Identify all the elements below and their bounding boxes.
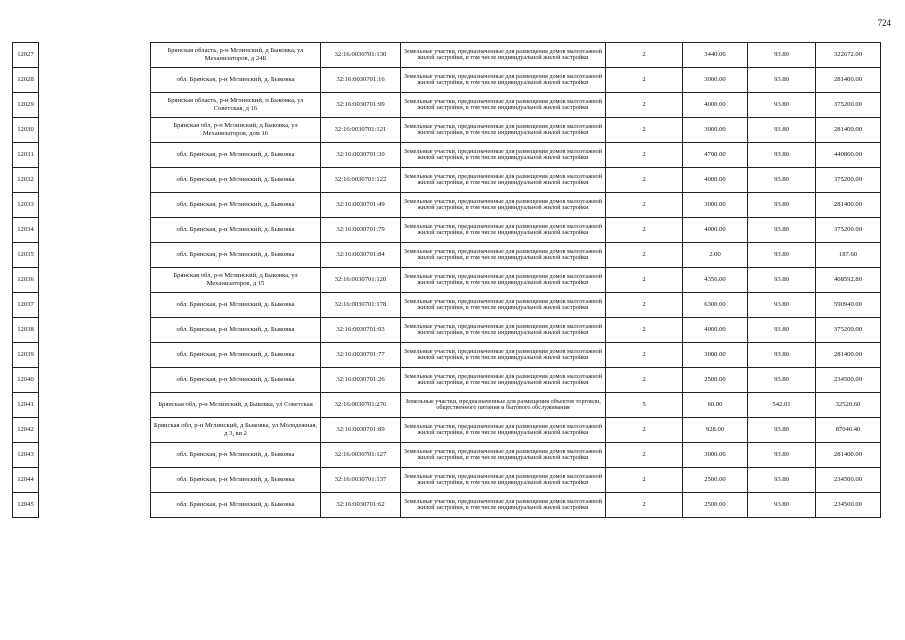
cell-address: обл. Брянская, р-н Мглинский, д. Быковка — [151, 443, 321, 468]
cell-blank — [39, 218, 151, 243]
cell-cadastral-number: 32:16:0030701:276 — [321, 393, 401, 418]
table-row — [13, 318, 881, 343]
cell-land-use-description: Земельные участки, предназначенные для размещения домов малоэтажной жилой застройки, в том числе индивидуальной жилой застройки — [401, 168, 606, 193]
cell-rate: 93.80 — [748, 168, 816, 193]
cell-rate: 93.80 — [748, 218, 816, 243]
cell-land-use-description: Земельные участки, предназначенные для размещения домов малоэтажной жилой застройки, в том числе индивидуальной жилой застройки — [401, 443, 606, 468]
cell-area: 3000.00 — [683, 443, 748, 468]
cell-cadastral-value: 590940.00 — [816, 293, 881, 318]
cell-blank — [39, 443, 151, 468]
cell-cadastral-value: 322672.00 — [816, 43, 881, 68]
cell-category: 2 — [606, 243, 683, 268]
cell-cadastral-number: 32:16:0030701:130 — [321, 43, 401, 68]
cell-category: 2 — [606, 218, 683, 243]
cell-id: 12030 — [13, 118, 39, 143]
cell-land-use-description: Земельные участки, предназначенные для размещения домов малоэтажной жилой застройки, в том числе индивидуальной жилой застройки — [401, 418, 606, 443]
table-row — [13, 68, 881, 93]
cell-rate: 93.80 — [748, 368, 816, 393]
table-row — [13, 243, 881, 268]
cell-address: Брянская обл, р-н Мглинский, д Быковка, ул Советская — [151, 393, 321, 418]
cell-address: обл. Брянская, р-н Мглинский, д. Быковка — [151, 468, 321, 493]
cell-cadastral-number: 32:16:0030701:77 — [321, 343, 401, 368]
cell-area: 6300.00 — [683, 293, 748, 318]
cell-land-use-description: Земельные участки, предназначенные для размещения домов малоэтажной жилой застройки, в том числе индивидуальной жилой застройки — [401, 468, 606, 493]
cell-address: обл. Брянская, р-н Мглинский, д. Быковка — [151, 193, 321, 218]
cell-rate: 93.80 — [748, 93, 816, 118]
cell-rate: 542.01 — [748, 393, 816, 418]
cell-cadastral-number: 32:16:0030701:49 — [321, 193, 401, 218]
cell-area: 3440.00 — [683, 43, 748, 68]
table-row — [13, 293, 881, 318]
cell-address: обл. Брянская, р-н Мглинский, д. Быковка — [151, 218, 321, 243]
cell-rate: 93.80 — [748, 318, 816, 343]
table-row — [13, 418, 881, 443]
cell-rate: 93.80 — [748, 243, 816, 268]
cell-land-use-description: Земельные участки, предназначенные для размещения домов малоэтажной жилой застройки, в том числе индивидуальной жилой застройки — [401, 318, 606, 343]
cell-category: 2 — [606, 343, 683, 368]
cell-id: 12031 — [13, 143, 39, 168]
cell-rate: 93.80 — [748, 493, 816, 518]
cell-area: 4000.00 — [683, 218, 748, 243]
cell-blank — [39, 393, 151, 418]
cell-address: Брянская область, р-н Мглинский, п Быковка, ул Советская, д 16 — [151, 93, 321, 118]
cell-area: 2500.00 — [683, 468, 748, 493]
cell-cadastral-value: 375200.00 — [816, 318, 881, 343]
cell-area: 2500.00 — [683, 493, 748, 518]
cell-area: 2500.00 — [683, 368, 748, 393]
cell-address: Брянская обл, р-н Мглинский, д Быковка, ул Механизаторов, дом 16 — [151, 118, 321, 143]
cell-land-use-description: Земельные участки, предназначенные для размещения домов малоэтажной жилой застройки, в том числе индивидуальной жилой застройки — [401, 218, 606, 243]
cell-category: 2 — [606, 468, 683, 493]
cell-id: 12039 — [13, 343, 39, 368]
cell-category: 2 — [606, 193, 683, 218]
cell-area: 4700.00 — [683, 143, 748, 168]
cell-cadastral-number: 32:16:0030701:30 — [321, 143, 401, 168]
cell-rate: 93.80 — [748, 118, 816, 143]
cell-id: 12045 — [13, 493, 39, 518]
cell-area: 3000.00 — [683, 118, 748, 143]
cell-category: 2 — [606, 368, 683, 393]
cell-rate: 93.80 — [748, 443, 816, 468]
cell-cadastral-number: 32:16:0030701:84 — [321, 243, 401, 268]
cell-category: 2 — [606, 268, 683, 293]
cell-address: Брянская обл, р-н Мглинский, д Быковка, ул Механизаторов, д 15 — [151, 268, 321, 293]
cell-address: Брянская обл, р-н Мглинский, д Быковка, ул Молодежная, д 3, кв 2 — [151, 418, 321, 443]
table-row — [13, 43, 881, 68]
cell-blank — [39, 43, 151, 68]
cell-land-use-description: Земельные участки, предназначенные для размещения домов малоэтажной жилой застройки, в том числе индивидуальной жилой застройки — [401, 93, 606, 118]
cell-cadastral-number: 32:16:0030701:89 — [321, 418, 401, 443]
cell-cadastral-value: 408592.80 — [816, 268, 881, 293]
cell-blank — [39, 193, 151, 218]
cell-address: обл. Брянская, р-н Мглинский, д. Быковка — [151, 318, 321, 343]
cell-cadastral-number: 32:16:0030701:137 — [321, 468, 401, 493]
cell-land-use-description: Земельные участки, предназначенные для размещения домов малоэтажной жилой застройки, в том числе индивидуальной жилой застройки — [401, 343, 606, 368]
cell-area: 3000.00 — [683, 68, 748, 93]
cell-blank — [39, 243, 151, 268]
cell-land-use-description: Земельные участки, предназначенные для размещения домов малоэтажной жилой застройки, в том числе индивидуальной жилой застройки — [401, 143, 606, 168]
cell-id: 12041 — [13, 393, 39, 418]
cell-area: 4000.00 — [683, 93, 748, 118]
cell-cadastral-number: 32:16:0030701:178 — [321, 293, 401, 318]
cell-area: 928.00 — [683, 418, 748, 443]
cell-category: 5 — [606, 393, 683, 418]
cell-cadastral-number: 32:16:0030701:93 — [321, 318, 401, 343]
cell-area: 2.00 — [683, 243, 748, 268]
cell-id: 12029 — [13, 93, 39, 118]
cell-rate: 93.80 — [748, 193, 816, 218]
cell-blank — [39, 493, 151, 518]
cell-id: 12027 — [13, 43, 39, 68]
cell-area: 4000.00 — [683, 168, 748, 193]
cell-rate: 93.80 — [748, 268, 816, 293]
cell-rate: 93.80 — [748, 468, 816, 493]
cell-category: 2 — [606, 118, 683, 143]
cell-id: 12036 — [13, 268, 39, 293]
cell-cadastral-number: 32:16:0030701:99 — [321, 93, 401, 118]
cell-land-use-description: Земельные участки, предназначенные для размещения домов малоэтажной жилой застройки, в том числе индивидуальной жилой застройки — [401, 493, 606, 518]
cell-cadastral-value: 87046.40 — [816, 418, 881, 443]
cell-area: 60.00 — [683, 393, 748, 418]
cell-blank — [39, 343, 151, 368]
cell-id: 12044 — [13, 468, 39, 493]
cell-cadastral-value: 281400.00 — [816, 193, 881, 218]
cell-category: 2 — [606, 318, 683, 343]
cell-cadastral-number: 32:16:0030701:62 — [321, 493, 401, 518]
cell-blank — [39, 268, 151, 293]
cell-cadastral-value: 375200.00 — [816, 93, 881, 118]
cell-cadastral-number: 32:16:0030701:127 — [321, 443, 401, 468]
cell-land-use-description: Земельные участки, предназначенные для размещения домов малоэтажной жилой застройки, в том числе индивидуальной жилой застройки — [401, 118, 606, 143]
cell-id: 12038 — [13, 318, 39, 343]
cell-cadastral-value: 375200.00 — [816, 168, 881, 193]
cell-cadastral-number: 32:16:0030701:79 — [321, 218, 401, 243]
cell-blank — [39, 93, 151, 118]
cell-cadastral-value: 234500.00 — [816, 368, 881, 393]
cell-blank — [39, 118, 151, 143]
cell-cadastral-number: 32:16:0030701:121 — [321, 118, 401, 143]
cell-id: 12028 — [13, 68, 39, 93]
cell-blank — [39, 168, 151, 193]
cell-blank — [39, 468, 151, 493]
cell-cadastral-value: 234500.00 — [816, 493, 881, 518]
cell-category: 2 — [606, 493, 683, 518]
cell-blank — [39, 293, 151, 318]
table-row — [13, 143, 881, 168]
cell-land-use-description: Земельные участки, предназначенные для размещения домов малоэтажной жилой застройки, в том числе индивидуальной жилой застройки — [401, 293, 606, 318]
cell-land-use-description: Земельные участки, предназначенные для размещения домов малоэтажной жилой застройки, в том числе индивидуальной жилой застройки — [401, 368, 606, 393]
cell-cadastral-value: 32520.60 — [816, 393, 881, 418]
cell-cadastral-value: 375200.00 — [816, 218, 881, 243]
cell-rate: 93.80 — [748, 43, 816, 68]
cell-category: 2 — [606, 418, 683, 443]
cell-rate: 93.80 — [748, 343, 816, 368]
cell-blank — [39, 143, 151, 168]
table-row — [13, 218, 881, 243]
table-row — [13, 393, 881, 418]
cell-area: 3000.00 — [683, 343, 748, 368]
cell-category: 2 — [606, 143, 683, 168]
cell-category: 2 — [606, 168, 683, 193]
cell-cadastral-value: 187.60 — [816, 243, 881, 268]
cell-rate: 93.80 — [748, 293, 816, 318]
table-row — [13, 368, 881, 393]
cell-address: Брянская область, р-н Мглинский, д Быковка, ул Механизаторов, д 24Б — [151, 43, 321, 68]
cell-address: обл. Брянская, р-н Мглинский, д. Быковка — [151, 68, 321, 93]
cell-address: обл. Брянская, р-н Мглинский, д. Быковка — [151, 293, 321, 318]
cell-land-use-description: Земельные участки, предназначенные для размещения объектов торговли, общественного питания и бытового обслуживания — [401, 393, 606, 418]
cell-cadastral-value: 281400.00 — [816, 343, 881, 368]
cell-category: 2 — [606, 68, 683, 93]
cell-id: 12042 — [13, 418, 39, 443]
table-row — [13, 118, 881, 143]
cell-blank — [39, 418, 151, 443]
cell-land-use-description: Земельные участки, предназначенные для размещения домов малоэтажной жилой застройки, в том числе индивидуальной жилой застройки — [401, 43, 606, 68]
cell-id: 12037 — [13, 293, 39, 318]
table-row — [13, 343, 881, 368]
cell-cadastral-number: 32:16:0030701:26 — [321, 368, 401, 393]
cell-category: 2 — [606, 443, 683, 468]
table-row — [13, 443, 881, 468]
table-row — [13, 93, 881, 118]
cell-cadastral-value: 234500.00 — [816, 468, 881, 493]
cell-id: 12043 — [13, 443, 39, 468]
table-row — [13, 168, 881, 193]
cell-address: обл. Брянская, р-н Мглинский, д. Быковка — [151, 368, 321, 393]
table-row — [13, 468, 881, 493]
cell-cadastral-value: 440860.00 — [816, 143, 881, 168]
cell-address: обл. Брянская, р-н Мглинский, д. Быковка — [151, 168, 321, 193]
cell-category: 2 — [606, 93, 683, 118]
cell-id: 12040 — [13, 368, 39, 393]
cell-area: 4356.00 — [683, 268, 748, 293]
cell-address: обл. Брянская, р-н Мглинский, д. Быковка — [151, 493, 321, 518]
cell-area: 4000.00 — [683, 318, 748, 343]
cell-id: 12032 — [13, 168, 39, 193]
cell-area: 3000.00 — [683, 193, 748, 218]
cell-cadastral-number: 32:16:0030701:120 — [321, 268, 401, 293]
cell-rate: 93.80 — [748, 68, 816, 93]
cell-id: 12033 — [13, 193, 39, 218]
cell-land-use-description: Земельные участки, предназначенные для размещения домов малоэтажной жилой застройки, в том числе индивидуальной жилой застройки — [401, 243, 606, 268]
cell-address: обл. Брянская, р-н Мглинский, д. Быковка — [151, 243, 321, 268]
cell-blank — [39, 368, 151, 393]
cell-land-use-description: Земельные участки, предназначенные для размещения домов малоэтажной жилой застройки, в том числе индивидуальной жилой застройки — [401, 268, 606, 293]
cell-id: 12034 — [13, 218, 39, 243]
cell-category: 2 — [606, 293, 683, 318]
registry-table-body — [13, 43, 881, 518]
page-number: 724 — [877, 18, 891, 28]
cell-cadastral-value: 281400.00 — [816, 118, 881, 143]
cell-blank — [39, 318, 151, 343]
cell-address: обл. Брянская, р-н Мглинский, д. Быковка — [151, 343, 321, 368]
table-row — [13, 493, 881, 518]
cell-rate: 93.80 — [748, 418, 816, 443]
registry-table — [12, 42, 881, 518]
cell-land-use-description: Земельные участки, предназначенные для размещения домов малоэтажной жилой застройки, в том числе индивидуальной жилой застройки — [401, 193, 606, 218]
cell-cadastral-value: 281400.00 — [816, 443, 881, 468]
cell-address: обл. Брянская, р-н Мглинский, д. Быковка — [151, 143, 321, 168]
cell-cadastral-value: 281400.00 — [816, 68, 881, 93]
table-row — [13, 268, 881, 293]
cell-cadastral-number: 32:16:0030701:16 — [321, 68, 401, 93]
cell-id: 12035 — [13, 243, 39, 268]
table-row — [13, 193, 881, 218]
cell-blank — [39, 68, 151, 93]
cell-cadastral-number: 32:16:0030701:122 — [321, 168, 401, 193]
cell-category: 2 — [606, 43, 683, 68]
cell-rate: 93.80 — [748, 143, 816, 168]
cell-land-use-description: Земельные участки, предназначенные для размещения домов малоэтажной жилой застройки, в том числе индивидуальной жилой застройки — [401, 68, 606, 93]
